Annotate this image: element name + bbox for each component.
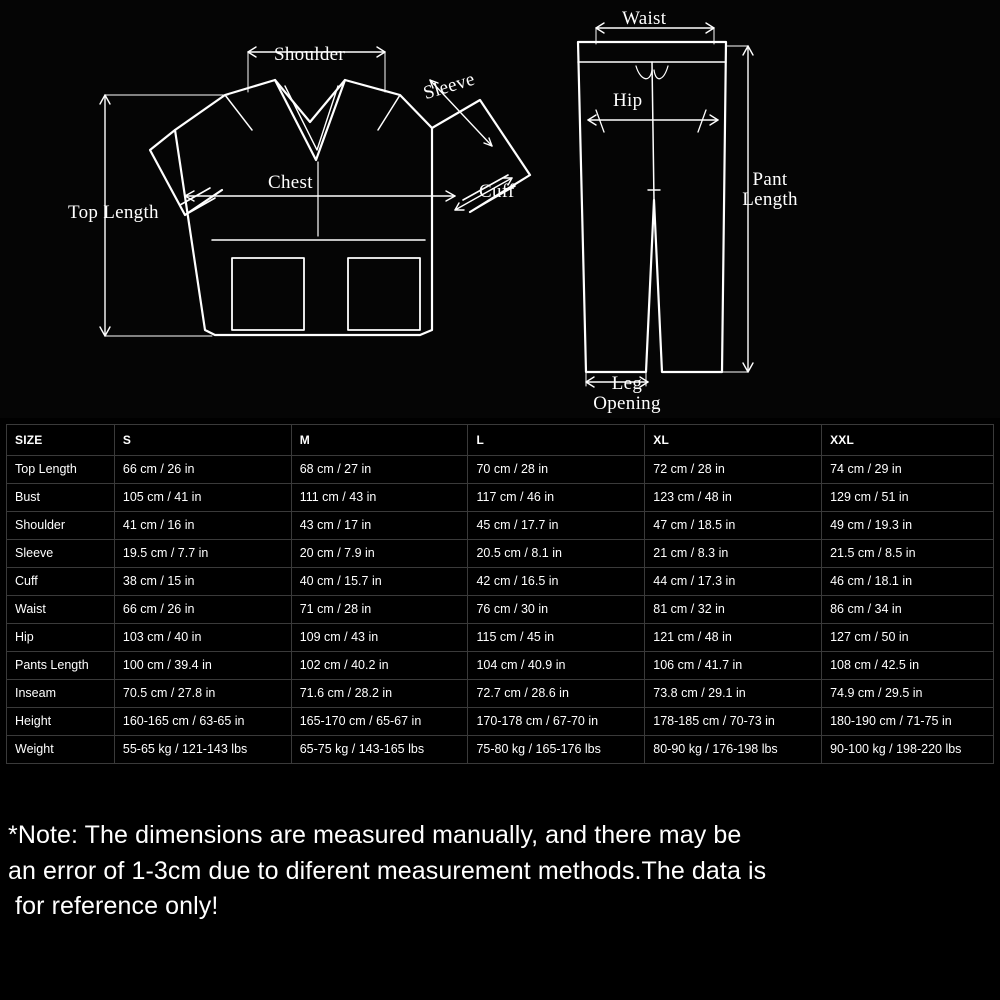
- row-value: 46 cm / 18.1 in: [822, 568, 994, 596]
- row-label: Height: [7, 708, 115, 736]
- row-value: 66 cm / 26 in: [114, 596, 291, 624]
- row-value: 20.5 cm / 8.1 in: [468, 540, 645, 568]
- row-value: 47 cm / 18.5 in: [645, 512, 822, 540]
- row-value: 45 cm / 17.7 in: [468, 512, 645, 540]
- table-row: [7, 736, 994, 764]
- row-value: 21 cm / 8.3 in: [645, 540, 822, 568]
- table-row: [7, 708, 994, 736]
- row-label: Cuff: [7, 568, 115, 596]
- row-label: Shoulder: [7, 512, 115, 540]
- row-value: 74 cm / 29 in: [822, 456, 994, 484]
- row-value: 90-100 kg / 198-220 lbs: [822, 736, 994, 764]
- row-value: 41 cm / 16 in: [114, 512, 291, 540]
- label-chest: Chest: [268, 172, 313, 193]
- label-hip: Hip: [613, 90, 643, 111]
- row-value: 71 cm / 28 in: [291, 596, 468, 624]
- table-header-xxl: XXL: [822, 425, 994, 456]
- row-value: 38 cm / 15 in: [114, 568, 291, 596]
- row-value: 72 cm / 28 in: [645, 456, 822, 484]
- label-cuff: Cuff: [479, 181, 515, 202]
- row-value: 49 cm / 19.3 in: [822, 512, 994, 540]
- row-value: 70.5 cm / 27.8 in: [114, 680, 291, 708]
- table-header-m: M: [291, 425, 468, 456]
- table-header-s: S: [114, 425, 291, 456]
- label-sleeve: Sleeve: [421, 68, 478, 105]
- label-leg-opening-line1: Leg: [611, 373, 643, 394]
- row-label: Inseam: [7, 680, 115, 708]
- row-label: Top Length: [7, 456, 115, 484]
- row-label: Hip: [7, 624, 115, 652]
- table-row: [7, 624, 994, 652]
- row-value: 178-185 cm / 70-73 in: [645, 708, 822, 736]
- label-pant-length-line2: Length: [742, 188, 798, 210]
- table-row: [7, 596, 994, 624]
- table-row: [7, 680, 994, 708]
- row-value: 55-65 kg / 121-143 lbs: [114, 736, 291, 764]
- row-value: 73.8 cm / 29.1 in: [645, 680, 822, 708]
- label-pant-length: [735, 170, 805, 210]
- row-value: 104 cm / 40.9 in: [468, 652, 645, 680]
- row-value: 117 cm / 46 in: [468, 484, 645, 512]
- row-value: 129 cm / 51 in: [822, 484, 994, 512]
- row-value: 68 cm / 27 in: [291, 456, 468, 484]
- row-value: 109 cm / 43 in: [291, 624, 468, 652]
- row-value: 71.6 cm / 28.2 in: [291, 680, 468, 708]
- row-value: 103 cm / 40 in: [114, 624, 291, 652]
- row-value: 115 cm / 45 in: [468, 624, 645, 652]
- row-label: Weight: [7, 736, 115, 764]
- row-label: Pants Length: [7, 652, 115, 680]
- row-label: Waist: [7, 596, 115, 624]
- row-value: 102 cm / 40.2 in: [291, 652, 468, 680]
- label-waist: Waist: [622, 8, 667, 29]
- row-value: 65-75 kg / 143-165 lbs: [291, 736, 468, 764]
- row-value: 42 cm / 16.5 in: [468, 568, 645, 596]
- table-header-xl: XL: [645, 425, 822, 456]
- row-value: 121 cm / 48 in: [645, 624, 822, 652]
- note-line-2: an error of 1-3cm due to diferent measurement methods.The data is: [8, 856, 767, 885]
- row-value: 70 cm / 28 in: [468, 456, 645, 484]
- row-value: 74.9 cm / 29.5 in: [822, 680, 994, 708]
- row-value: 75-80 kg / 165-176 lbs: [468, 736, 645, 764]
- garment-diagram: [0, 0, 1000, 418]
- label-pant-length-line1: Pant: [752, 169, 788, 190]
- table-header-l: L: [468, 425, 645, 456]
- note-line-1: *Note: The dimensions are measured manually, and there may be: [8, 821, 742, 849]
- size-table: [6, 424, 994, 764]
- row-value: 43 cm / 17 in: [291, 512, 468, 540]
- row-value: 21.5 cm / 8.5 in: [822, 540, 994, 568]
- label-leg-opening: [566, 374, 688, 414]
- row-value: 127 cm / 50 in: [822, 624, 994, 652]
- note-text: [8, 818, 988, 925]
- row-value: 80-90 kg / 176-198 lbs: [645, 736, 822, 764]
- row-value: 72.7 cm / 28.6 in: [468, 680, 645, 708]
- table-row: [7, 484, 994, 512]
- table-row: [7, 512, 994, 540]
- row-value: 66 cm / 26 in: [114, 456, 291, 484]
- table-row: [7, 568, 994, 596]
- row-value: 165-170 cm / 65-67 in: [291, 708, 468, 736]
- table-row: [7, 652, 994, 680]
- note-line-3: for reference only!: [8, 892, 219, 920]
- table-row: [7, 540, 994, 568]
- row-value: 108 cm / 42.5 in: [822, 652, 994, 680]
- row-value: 123 cm / 48 in: [645, 484, 822, 512]
- row-value: 111 cm / 43 in: [291, 484, 468, 512]
- row-value: 180-190 cm / 71-75 in: [822, 708, 994, 736]
- row-value: 105 cm / 41 in: [114, 484, 291, 512]
- row-label: Sleeve: [7, 540, 115, 568]
- row-value: 44 cm / 17.3 in: [645, 568, 822, 596]
- row-value: 170-178 cm / 67-70 in: [468, 708, 645, 736]
- label-top-length: Top Length: [68, 202, 159, 223]
- row-value: 19.5 cm / 7.7 in: [114, 540, 291, 568]
- row-label: Bust: [7, 484, 115, 512]
- row-value: 81 cm / 32 in: [645, 596, 822, 624]
- row-value: 160-165 cm / 63-65 in: [114, 708, 291, 736]
- row-value: 20 cm / 7.9 in: [291, 540, 468, 568]
- table-header-row: [7, 425, 994, 456]
- row-value: 86 cm / 34 in: [822, 596, 994, 624]
- row-value: 40 cm / 15.7 in: [291, 568, 468, 596]
- row-value: 106 cm / 41.7 in: [645, 652, 822, 680]
- label-shoulder: Shoulder: [274, 44, 346, 65]
- row-value: 76 cm / 30 in: [468, 596, 645, 624]
- table-header-size: SIZE: [7, 425, 115, 456]
- row-value: 100 cm / 39.4 in: [114, 652, 291, 680]
- table-row: [7, 456, 994, 484]
- label-leg-opening-line2: Opening: [593, 392, 661, 414]
